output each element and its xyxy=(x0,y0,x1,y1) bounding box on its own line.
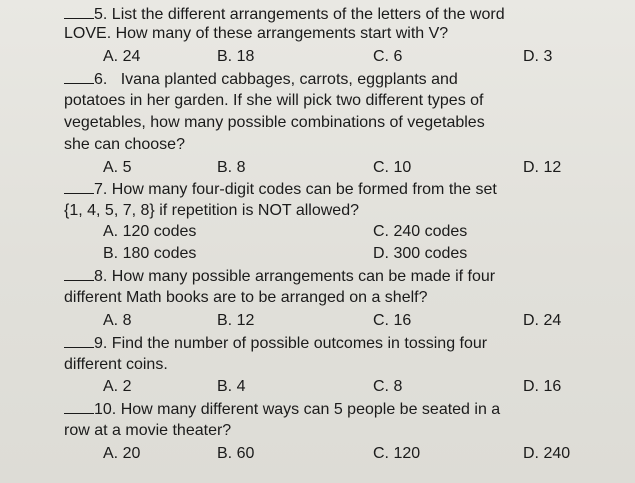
answer-blank xyxy=(64,335,94,348)
option-c: C. 10 xyxy=(373,159,412,176)
question-6-line-2: potatoes in her garden. If she will pick two different types of xyxy=(64,92,484,109)
option-d: D. 300 codes xyxy=(373,245,468,262)
question-9-line-1 xyxy=(64,334,487,353)
option-c: C. 16 xyxy=(373,312,412,329)
option-a: A. 2 xyxy=(103,378,132,395)
question-number: 6. xyxy=(94,71,108,88)
question-text: How many four-digit codes can be formed from the set xyxy=(111,181,497,198)
option-c: C. 240 codes xyxy=(373,223,468,240)
question-8-line-1 xyxy=(64,267,495,286)
question-6-line-4: she can choose? xyxy=(64,136,185,153)
question-text: How many different ways can 5 people be seated in a xyxy=(120,401,501,418)
option-b: B. 4 xyxy=(217,378,246,395)
question-8-line-2: different Math books are to be arranged on a shelf? xyxy=(64,289,428,306)
question-9-line-2: different coins. xyxy=(64,356,168,373)
option-d: D. 240 xyxy=(523,445,571,462)
question-5-line-1 xyxy=(64,5,505,24)
question-6-line-1 xyxy=(64,70,458,89)
option-c: C. 8 xyxy=(373,378,403,395)
question-number: 10. xyxy=(94,401,117,418)
question-10-line-2: row at a movie theater? xyxy=(64,422,232,439)
question-7-line-2: {1, 4, 5, 7, 8} if repetition is NOT allowed? xyxy=(64,202,359,219)
option-a: A. 120 codes xyxy=(103,223,197,240)
question-text: List the different arrangements of the letters of the word xyxy=(111,6,505,23)
option-d: D. 12 xyxy=(523,159,562,176)
option-a: A. 20 xyxy=(103,445,141,462)
option-a: A. 8 xyxy=(103,312,132,329)
option-a: A. 5 xyxy=(103,159,132,176)
question-number: 9. xyxy=(94,335,108,352)
option-d: D. 24 xyxy=(523,312,562,329)
question-10-line-1 xyxy=(64,400,500,419)
answer-blank xyxy=(64,268,94,281)
option-b: B. 60 xyxy=(217,445,255,462)
option-b: B. 18 xyxy=(217,48,255,65)
question-text: How many possible arrangements can be made if four xyxy=(111,268,496,285)
answer-blank xyxy=(64,71,94,84)
option-d: D. 16 xyxy=(523,378,562,395)
question-6-line-3: vegetables, how many possible combinations of vegetables xyxy=(64,114,485,131)
option-a: A. 24 xyxy=(103,48,141,65)
option-b: B. 8 xyxy=(217,159,246,176)
answer-blank xyxy=(64,181,94,194)
question-5-line-2: LOVE. How many of these arrangements start with V? xyxy=(64,25,449,42)
option-c: C. 6 xyxy=(373,48,403,65)
option-b: B. 180 codes xyxy=(103,245,197,262)
answer-blank xyxy=(64,6,94,19)
answer-blank xyxy=(64,401,94,414)
question-text: Ivana planted cabbages, carrots, eggplants and xyxy=(120,71,458,88)
question-number: 8. xyxy=(94,268,108,285)
option-d: D. 3 xyxy=(523,48,553,65)
question-7-line-1 xyxy=(64,180,497,199)
question-text: Find the number of possible outcomes in tossing four xyxy=(111,335,488,352)
question-number: 5. xyxy=(94,6,108,23)
question-number: 7. xyxy=(94,181,108,198)
option-b: B. 12 xyxy=(217,312,255,329)
option-c: C. 120 xyxy=(373,445,421,462)
